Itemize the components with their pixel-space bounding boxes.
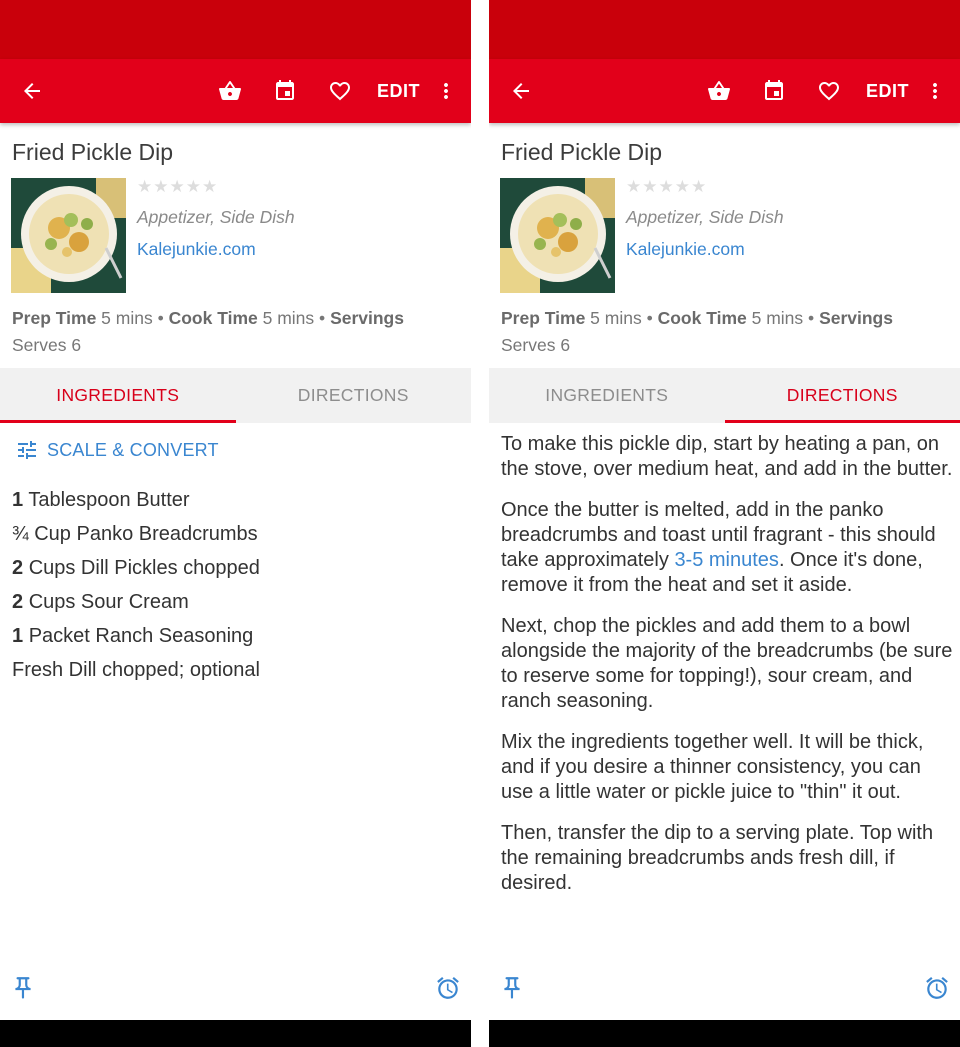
more-vertical-icon[interactable]	[921, 77, 949, 105]
screen-divider	[471, 0, 489, 1047]
ingredient-item[interactable]: 2 Cups Sour Cream	[12, 591, 189, 613]
favorite-heart-icon[interactable]	[815, 77, 843, 105]
servings-label: Servings	[330, 308, 404, 328]
separator: •	[646, 308, 653, 328]
ingredient-item[interactable]: ¾ Cup Panko Breadcrumbs	[12, 523, 258, 545]
ingredient-item[interactable]: 2 Cups Dill Pickles chopped	[12, 557, 260, 579]
prep-time-value: 5 mins	[101, 308, 153, 328]
system-nav-bar	[0, 1020, 471, 1047]
bottom-action-bar	[489, 954, 960, 1020]
separator: •	[319, 308, 326, 328]
edit-button[interactable]: EDIT	[866, 81, 910, 101]
prep-time-value: 5 mins	[590, 308, 642, 328]
servings-value: Serves 6	[12, 335, 82, 355]
ingredients-screen	[0, 0, 471, 1047]
servings-label: Servings	[819, 308, 893, 328]
tab-directions[interactable]: DIRECTIONS	[297, 385, 409, 405]
cook-time-value: 5 mins	[262, 308, 315, 328]
direction-step: Then, transfer the dip to a serving plate. Top with the remaining breadcrumbs ands fresh dill, if desired.	[501, 822, 934, 894]
rating-stars[interactable]: ★★★★★	[137, 177, 219, 196]
recipe-title: Fried Pickle Dip	[501, 139, 663, 165]
app-bar	[489, 59, 960, 123]
direction-step: Mix the ingredients together well. It will be thick, and if you desire a thinner consistency, you can use a little water or pickle juice to "thin" it out.	[501, 731, 924, 803]
prep-time-label: Prep Time	[12, 308, 97, 328]
ingredient-list	[12, 485, 462, 689]
recipe-times	[12, 305, 462, 359]
recipe-category: Appetizer, Side Dish	[626, 207, 784, 227]
ingredient-item[interactable]: 1 Tablespoon Butter	[12, 489, 190, 511]
recipe-photo[interactable]	[11, 178, 126, 293]
alarm-clock-icon[interactable]	[924, 975, 950, 1001]
ingredient-item[interactable]: Fresh Dill chopped; optional	[12, 659, 260, 681]
recipe-tabs	[489, 368, 960, 423]
servings-value: Serves 6	[501, 335, 571, 355]
separator: •	[808, 308, 815, 328]
app-bar	[0, 59, 471, 123]
status-bar	[0, 0, 471, 59]
separator: •	[157, 308, 164, 328]
shopping-basket-icon[interactable]	[705, 77, 733, 105]
timer-link[interactable]: 3-5 minutes	[674, 549, 779, 571]
scale-convert-button[interactable]	[15, 438, 219, 462]
alarm-clock-icon[interactable]	[435, 975, 461, 1001]
recipe-times	[501, 305, 951, 359]
pin-icon[interactable]	[499, 975, 525, 1001]
cook-time-label: Cook Time	[657, 308, 747, 328]
recipe-source-link[interactable]: Kalejunkie.com	[626, 239, 745, 259]
favorite-heart-icon[interactable]	[326, 77, 354, 105]
cook-time-label: Cook Time	[168, 308, 258, 328]
calendar-icon[interactable]	[760, 77, 788, 105]
scale-convert-label: SCALE & CONVERT	[47, 439, 219, 460]
prep-time-label: Prep Time	[501, 308, 586, 328]
cook-time-value: 5 mins	[751, 308, 804, 328]
recipe-source-link[interactable]: Kalejunkie.com	[137, 239, 256, 259]
tune-sliders-icon	[15, 438, 39, 462]
direction-step: Once the butter is melted, add in the panko breadcrumbs and toast until fragrant - this should take approximately 3-5 minutes. Once it's done, remove it from the heat and set it aside.	[501, 499, 936, 596]
direction-step: Next, chop the pickles and add them to a bowl alongside the majority of the breadcrumbs (be sure to reserve some for topping!), sour cream, and ranch seasoning.	[501, 615, 953, 712]
tab-ingredients[interactable]: INGREDIENTS	[0, 368, 236, 423]
back-arrow-icon[interactable]	[507, 77, 535, 105]
edit-button[interactable]: EDIT	[377, 81, 421, 101]
direction-step: To make this pickle dip, start by heating a pan, on the stove, over medium heat, and add in the butter.	[501, 433, 953, 480]
tab-ingredients[interactable]: INGREDIENTS	[545, 385, 669, 405]
calendar-icon[interactable]	[271, 77, 299, 105]
directions-screen	[489, 0, 960, 1047]
recipe-category: Appetizer, Side Dish	[137, 207, 295, 227]
recipe-tabs	[0, 368, 471, 423]
directions-list	[501, 432, 953, 912]
system-nav-bar	[489, 1020, 960, 1047]
recipe-photo[interactable]	[500, 178, 615, 293]
recipe-title: Fried Pickle Dip	[12, 139, 174, 165]
bottom-action-bar	[0, 954, 471, 1020]
status-bar	[489, 0, 960, 59]
shopping-basket-icon[interactable]	[216, 77, 244, 105]
back-arrow-icon[interactable]	[18, 77, 46, 105]
more-vertical-icon[interactable]	[432, 77, 460, 105]
rating-stars[interactable]: ★★★★★	[626, 177, 708, 196]
ingredient-item[interactable]: 1 Packet Ranch Seasoning	[12, 625, 254, 647]
tab-directions[interactable]: DIRECTIONS	[725, 368, 960, 423]
pin-icon[interactable]	[10, 975, 36, 1001]
